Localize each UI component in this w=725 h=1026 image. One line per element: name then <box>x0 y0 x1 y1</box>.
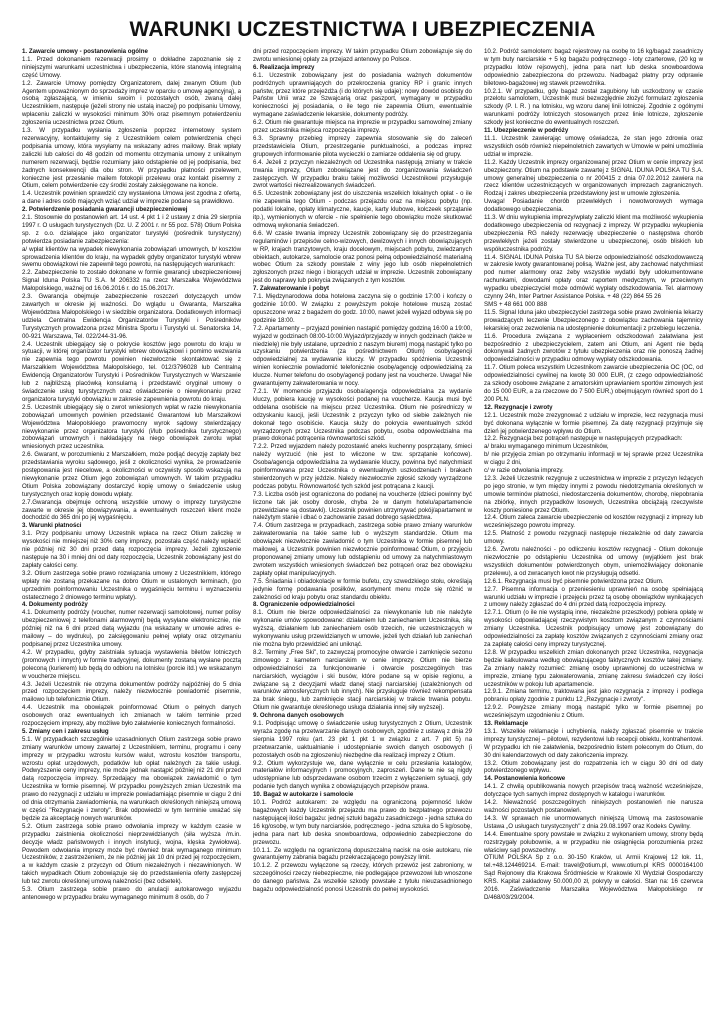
paragraph: 12.2. Rezygnacja bez potrąceń następuje w następujących przypadkach: <box>484 435 683 443</box>
paragraph: 12.5. Płatność z powodu rezygnacji następuje niezależnie od daty zawarcia umowy. <box>484 530 703 546</box>
paragraph: 2.2. Zabezpieczenie to zostało dokonane w formie gwarancji ubezpieczeniowej Signal Iduna Polska TU S.A. M 206332 na rzecz Marszałka Województwa Małopolskiego, ważnej od 16.06.2016 r. do 15.06.2017r. <box>22 269 241 293</box>
paragraph: 10.2. Podróż samolotem: bagaż rejestrowy na osobę to 16 kg/bagaż zasadniczy w tym buty narciarskie + 5 kg bagażu podręcznego - loty czarterowe, (20 kg w przypadku lotów rejsowych), jedna para nart lub deska snowboardowa odpowiednio zabezpieczona do przewozu. Nadbagaż płatny przy odprawie biletowo-bagażowej wg stawek przewoźnika. <box>484 48 703 87</box>
paragraph: 1.4. Uczestnik powinien sprawdzić czy wystawiona Umowa jest zgodna z ofertą, a dane i adres osób mających wziąć udział w imprezie podane są prawidłowo. <box>22 190 241 206</box>
paragraph: 9.1. Podpisując umowę o świadczenie usług turystycznych z Otium, Uczestnik wyraża zgodę na przetwarzanie danych osobowych, zgodnie z ustawą z dnia 29 sierpnia 1997 roku (art. 23 pkt 1 pkt 1 w związku z art. 7 pkt 5) na przetwarzanie, uaktualnianie i udostępnianie swoich danych osobowych (i pozostałych osób na zgłoszeniu) niezbędne dla realizacji imprezy z Otium. <box>253 720 472 759</box>
paragraph: 7.2. Apartamenty – przyjazd powinien nastąpić pomiędzy godziną 16:00 a 19:00, wyjazd w godzinach 08:00-10:00.Wyjazd/przyjazdy w innych godzinach (także w niedzielę) nie były ustalane, uprzednio z naszym biurem) mogą nastąpić tylko po uzyskaniu potwierdzenia (za pośrednictwem Otium) osoby/agencji odpowiedzialnej za wydawanie kluczy. W przypadku spóźnienia Uczestnik winien koniecznie powiadomić telefonicznie osobę/agencję odpowiedzialną za klucze. Numer telefonu do osoby/agencji podany jest na voucherze. Uwaga! Nie gwarantujemy zakwaterowania w nocy. <box>253 324 472 388</box>
paragraph: 12.8. W przypadku wszelkich zmian dokonanych przez Uczestnika, rezygnacja będzie kalkulowana według obowiązującego faktycznych kosztów takej zmiany. Za zmiany należy rozumieć: zmianę osoby uprawnionej do uczestnictwa w imprezie, zmianę typu zakwaterowania, zmianę zakresu świadczeń czy ilości uczestników w pokoju lub apartamencie. <box>484 648 703 688</box>
paragraph: 2.5. Uczestnik ubiegający się o zwrot wniesionych wpłat w razie niewykonania zobowiązań umownych powinien przedstawić Gwarantowi lub Marszałkowi Województwa Małopolskiego prawomocny wyrok sądowy stwierdzający niewykonanie przez organizatora turystyki (i/lub pośrednika turystycznego) zobowiązań umownych i nakładający na niego obowiązek zwrotu wpłat wniesionych przez uczestnika. <box>22 403 241 451</box>
paragraph: Uwaga! Posiadanie chorób przewlekłych i nowotworowych wymaga dodatkowego ubezpieczenia. <box>484 198 703 214</box>
paragraph: 5.2. Otium zastrzega sobie prawo odwołania imprezy w każdym czasie w przypadku zaistnienia okoliczności nieprzewidzianych (siła wyższa /m.in. decyzje władz państwowych i innych instytucji, wojna, klęska żywiołowa). Powodem odwołania imprezy może być również brak wymaganego minimum Uczestników, z zastrzeżeniem, że nie później jak 10 dni przed jej rozpoczęciem, a w każdym czasie z przyczyn od Otium niezależnych i niezawinionych. W takich wypadkach Otium zobowiązuje się do przedstawienia oferty zastępczej lub też zwrotu określonej umową należności (bez odsetek). <box>22 822 241 886</box>
paragraph: 11.3. W dniu wykupienia imprezy/wpłaty zaliczki klient ma możliwość wykupienia dodatkowego ubezpieczenia od rezygnacji z imprezy. W przypadku wykupienia ubezpieczenia RG należy rezerwację ubezpieczenie o następstwa chorób przewlekłych jeżeli zostały stwierdzone u ubezpieczonej, osób bliskich lub współuczestnika podróży. <box>484 214 703 253</box>
paragraph: 14.1. Z chwilą opublikowania nowych przepisów tracą ważność wcześniejsze, dotyczące tych samych imprez dostępnych w katalogu i warunków. <box>484 783 703 799</box>
section-heading: 10. Bagaż w autokarze i samolocie <box>253 791 354 799</box>
paragraph: dni przed rozpoczęciem imprezy. W takim przypadku Otium zobowiązuje się do zwrotu wniesionej opłaty za przejazd antenowy po Polsce. <box>253 48 472 63</box>
paragraph: 11.5. Signal Iduna jako ubezpieczyciel zastrzega sobie prawo zwolnienia lekarzy prowadzących leczenie Ubezpieczonego z obowiązku zachowania tajemnicy lekarskiej oraz zezwolenia na udostępnienie dokumentacji z przebiegu leczenia. <box>484 308 703 332</box>
paragraph: 6.2. Otium nie gwarantuje miejsca na imprezie w przypadku samowolnej zmiany przez uczestnika miejsca rozpoczęcia imprezy. <box>253 119 472 135</box>
paragraph: 12.1. Uczestnik może zrezygnować z udziału w imprezie, lecz rezygnacja musi być dokonana wyłącznie w formie pisemnej. Za datę rezygnacji przyjmuje się dzień jej potwierdzenego wpływu do Otium. <box>484 411 703 435</box>
paragraph: 8.2. Terminy „Free Ski", to zazwyczaj promocyjne otwarcie i zamknięcie sezonu zimowego z karnetem narciarskim w cenie imprezy. Otium nie bierze odpowiedzialności za funkcjonowanie i otwarcie poszczególnych tras narciarskich, wyciągów i ski busów, które podane są w opisie regionu, a związane są z decyzjami władz danej stacji narciarskiej (uzależnionych od warunków atmosferycznych lub innych). Nie przysługuje również rekompensata za brak śniegu, lub zamknięcie stacji narciarskiej w trakcie trwania pobytu. Otium nie gwarantuje określonego usługa działania innej siły wyższej). <box>253 648 472 712</box>
paragraph: 13.2. Otium zobowiązany jest do rozpatrzenia ich w ciągu 30 dni od daty potwierdzonego wpływu. <box>484 759 703 775</box>
section-heading: 9. Ochrona danych osobowych <box>253 712 344 720</box>
paragraph: 6.1. Uczestnik zobowiązany jest do posiadania ważnych dokumentów podróżnych uprawniających do przekroczenia granicy RP i granic innych państw, przez które przejeżdża (i do których się udaje): nowy dowód osobisty do Państw Unii wraz ze Szwajcarią oraz paszport, wymagany w przypadku konieczności jej posiadania, o ile tego nie zapewnia Otium, ewentualnie wymagane zaświadczenie lekarskie, dokumenty podróży. <box>253 71 472 119</box>
paragraph: 12.9.1. Zmiana terminu, traktowana jest jako rezygnacja z imprezy i podlega pobraniu opłaty zgodnie z punktu 12 „Rezygnacje i zwroty". <box>484 688 703 704</box>
paragraph: 11.2. Każdy Uczestnik imprezy organizowanej przez Otium w cenie imprezy jest ubezpieczony. Otium na podstawie zawartej z SIGNAL IDUNA POLSKA TU S.A. umowy generalnej ubezpieczenia o nr 200415 z dnia 07.02.2012 zawiera na rzecz klientów uczestniczących w organizowanych imprezach zagranicznych. Rodzaj i zakres ubezpieczenia przedstawiony jest w umowie zgłoszenia. <box>484 158 703 198</box>
paragraph: 7.4. Otium zastrzega w przypadkach, zastrzega sobie prawo zmiany warunków zakwaterowania na takie same lub o wyższym standardzie. Otium ma obowiązek niezwłocznie zawiadomić o tym Uczestnika w formie pisemnej lub mailowej, a Uczestnik powinien niezwłocznie poinformować Otium, o przyjęciu proponowanej zmiany umowy lub odstąpieniu od umowy za natychmiastowym zwrotem wszystkich wniesionych świadczeń bez potrąceń oraz bez obowiązku zapłaty opłat manipulacyjnych. <box>253 522 472 577</box>
paragraph: 5.1. W przypadkach szczególnie uzasadnionych Otium zastrzega sobie prawo zmiany warunków umowy zawartej z Uczestnikiem, terminu, programu i ceny imprezy w przypadku wzrostu kursów walut, wzrostu kosztów transportu, wzrostu opłat urzędowych, podatków lub opłat należnych za takie usługi. Podwyższenie ceny imprezy, nie może jednak nastąpić później niż 21 dni przed datą rozpoczęcia imprezy. Sprzedający ma obowiązek zawiadomić o tym Uczestnika w formie pisemnej. W przypadku powyższych zmian Uczestnik ma prawo do rezygnacji z udziału w imprezie powiadamiając pisemnie w ciągu 2 dni od dnia otrzymania zawiadomienia, na warunkach określonych niniejszą umową w części "Rezygnacje i zwroty". Brak odpowiedzi w tym terminie uważać się będzie za akceptację nowych warunków. <box>22 735 241 822</box>
paragraph: 6.4. Jeżeli z przyczyn niezależnych od Uczestnika następują zmiany w trakcie trwania imprezy, Otium zobowiązane jest do zorganizowania świadczeń zastępczych. W przypadku braku takiej możliwości Uczestnikowi przysługuje zwrot wartości niezrealizowanych świadczeń. <box>253 158 472 190</box>
paragraph: 7.2.1. W momencie przyjazdu osoba/agencja odpowiedzialna za wydanie kluczy, pobiera kaucję w wysokości podanej na voucherze. Kaucja musi być oddelana osobiście na miejscu przez Uczestnika. Otium nie pośredniczy w odzyskaniu kaucji, jeśli Uczestnik z przyczyn tylko od siebie zależnych nie dokonał tego osobiście. Kaucja służy do pokrycia ewentualnych szkód wyrządzonych przez Uczestnika podczas pobytu, osoba odpowiedzialna ma prawo dokonać potrącenia równowartości szkód. <box>253 387 472 443</box>
paragraph: 4.3. Jeżeli Uczestnik nie otrzyma dokumentów podróży najpóźniej do 5 dnia przed rozpoczęciem imprezy, należy niezwłocznie powiadomić pisemnie, mailowo lub telefonicznie Otium. <box>22 680 241 704</box>
section-heading: 14. Postanowienia końcowe <box>484 775 566 783</box>
paragraph: 14.4. Ewentualne spory powstałe w związku z wykonaniem umowy, strony będą rozstrzygały polubownie, a w przypadku nie osiągnięcia porozumienia przez właściwy sąd powszechny. <box>484 830 703 854</box>
section-heading: 6. Realizacja imprezy <box>253 63 315 71</box>
paragraph: 13.1. Wszelkie reklamacje i uchybienia, należy zgłaszać pisemnie w trakcie imprezy turystycznej – pilotowi, rezydentowi lub recepcji obiektu, kontrahentowi. W przypadku ich nie załatwienia, bezpośrednio listem poleconym do Otium, do 30 dni kalendarzowych od daty zakończenia imprezy. <box>484 727 703 759</box>
section-heading: 12. Rezygnacje i zwroty <box>484 403 553 411</box>
paragraph: 12.7. Pisemna informacja o przeniesieniu uprawnień na osobę spełniającą warunki udziału w imprezie i przejęciu przez tą osobę obowiązków wynikających z umowy należy zgłaszać do 4 dni przed datą rozpoczęcia imprezy. <box>484 585 703 609</box>
section-heading: 7. Zakwaterowanie i pobyt <box>253 285 330 293</box>
paragraph: 8.1. Otium nie bierze odpowiedzialności za niewykonanie lub nie należyte wykonanie umów spowodowane: działaniem lub zaniechaniem Uczestnika, siłą wyższą, działaniem lub zaniechaniem osób trzecich, nie uczestniczących w wykonywaniu usług przewidzianych w umowie, jeżeli tych działań lub zaniechań nie można było przewidzieć ani uniknąć. <box>253 609 472 648</box>
paragraph: OTIUM POLSKA Sp z o.o. 30-150 Kraków, ul. Armii Krajowej 12 lok. 11, tel.+48.124469214. E-mail: travel@otium.pl, www.otium.pl KRS 0000164100 Sąd Rejonowy dla Krakowa Śródmieście w Krakowie XI Wydział Gospodarczy KRS. Kapitał zakładowy 50.000,00 zł, pokryty w całości. Stan na: 16 czerwca 2016. Zaświadczenie Marszałka Województwa Małopolskiego nr D/468/03/29/2004. <box>484 854 703 901</box>
text-column-3 <box>484 48 703 1026</box>
paragraph: 4.2. W przypadku, gdyby zaistniała sytuacja wystawienia biletów lotniczych (promowych i innych) w formie tradycyjnej, dokumenty zostaną wysłane pocztą poleconą (kurierem) lub będą do odbioru na lotnisku (porcie itd.) we wskazanym w voucherze miejscu. <box>22 648 241 680</box>
paragraph: 2.4. Uczestnik ubiegający się o pokrycie kosztów jego powrotu do kraju w sytuacji, w której organizator turystyki wbrew obowiązkowi i pomimo wezwania nie zapewnia tego powrotu powinien niezwłocznie skontaktować się z Marszałkiem Województwa Małopolskiego, tel. 012/3796028 lub Centralną Ewidencją Organizatorów Turystyki i Pośredników Turystycznych w Warszawie lub z najbliższą placówką konsularną i przedstawić oryginał umowy o świadczenie usług turystycznych oraz oświadczenie o niewykonaniu przez organizatora turystyki obowiązku w zakresie zapewnienia powrotu do kraju. <box>22 340 241 403</box>
paragraph: 6.3. Sprawny przebieg imprezy zapewnia stosowanie się do zaleceń przedstawiciela Otium, przestrzeganie punktualności, a podczas imprez grupowych informowanie pilota wycieczki o zamiarze oddalenia się od grupy. <box>253 134 472 158</box>
text-column-2 <box>253 48 472 1026</box>
paragraph: 2.3. Gwarancja obejmuje zabezpieczenie roszczeń dotyczących umów zawartych w okresie jej ważności. Do wglądu u Gwaranta, Marszałka Województwa Małopolskiego i w siedzibie organizatora. Dodatkowych informacji udziela Centralna Ewidencja Organizatorów Turystyki i Pośredników Turystycznych prowadzona przez Ministra Sportu i Turystyki ul. Senatorska 14, 00-921 Warszawa, Tel. 022/244-31-96. <box>22 293 241 340</box>
section-heading: 8. Ograniczenie odpowiedzialności <box>253 601 355 609</box>
section-heading: 2. Potwierdzenie posiadania gwarancji ubezpieczeniowej <box>22 206 188 214</box>
section-heading: 3. Warunki płatności <box>22 522 82 530</box>
paragraph: 14.2. Nieważność poszczególnych niniejszych postanowień nie narusza ważności pozostałych postanowień. <box>484 799 703 814</box>
paragraph: 9.2. Otium wykorzystuje we, dane wyłącznie w celu przesłania katalogów, materiałów informacyjnych i promocyjnych, zaproszeń. Dane te nie są nigdy udostępniane lub odsprzedawane osobom trzecim z wyłączeniem sytuacji, gdy podanie tych danych wynika z obowiązujących przepisów prawa. <box>253 759 472 791</box>
paragraph: 7.5. Śniadania i obiadokolacje w formie bufetu, czy szwedzkiego stołu, określają jedynie formę podawania posiłków, asortyment menu może się różnić w zależności od kraju pobytu oraz standardu obiektu. <box>253 577 472 601</box>
paragraph: 12.6.1. Rezygnacja musi być pisemnie potwierdzona przez Otium. <box>484 577 664 585</box>
paragraph: 12.6. Zwrotu należności - po odliczeniu kosztów rezygnacji - Otium dokonuje niezwłocznie po odstąpieniu Uczestnika od umowy (wyjątkiem jest brak wszystkich dokumentów potwierdzonych obym, uniemożliwiający dokonanie przelewu), a od zwracanych kwot nie przysługują odsetki. <box>484 546 703 577</box>
paragraph: c/ w razie odwołania imprezy. <box>484 467 564 475</box>
section-heading: 4. Dokumenty podróży <box>22 601 88 609</box>
section-heading: 11. Ubezpieczenie w podróży <box>484 127 569 135</box>
paragraph: b/ nie przyjęcia zmian po otrzymaniu informacji w tej sprawie przez Uczestnika w ciągu 2 dni, <box>484 451 703 467</box>
paragraph: 10.2.1. W przypadku, gdy bagaż został zagubiony lub uszkodzony w czasie przelotu samolotem, Uczestnik musi bezwzględnie złożyć formularz zgłoszenia szkody (P. I. R. ) na lotnisku, wg wzoru danej linii lotniczej. Zgodnie z ogólnymi warunkami podróży lotniczych stosowanych przez linie lotnicze, zgłoszenie szkody jest konieczne do ewentualnych roszczeń. <box>484 87 703 127</box>
paragraph: 2.6. Gwarant, w porozumieniu z Marszałkiem, może podjąć decyzję zapłaty bez przedstawiania wyroku sądowego, jeśli z okoliczności wynika, że prowadzenie postępowania jest niecelowe, a okoliczności w oczywisty sposób wskazują na niewykonanie przez Otium jego zobowiązań umownych. W takim przypadku Otium Polska zobowiązany dostarczyć kopię umowy o świadczenie usług turystycznych oraz kopię dowodu wpłaty. <box>22 451 241 498</box>
section-heading: 5. Zmiany cen i zakresu usług <box>22 727 109 735</box>
paragraph: 11.6. Procedura związana z wypłaceniem odszkodowań załatwiana jest bezpośrednio z ubezpieczycielem, zatem ani Otium, ani Agent nie będą dokonywali żadnych zwrotów z tytułu ubezpieczenia oraz nie ponoszą żadnej odpowiedzialności w przypadku odmowy wypłaty odszkodowania. <box>484 332 703 364</box>
paragraph: 1.1. Przed dokonaniem rezerwacji prosimy o dokładne zapoznanie się z niniejszymi warunkami uczestnictwa i ubezpieczenia, które stanowią integralną część Umowy. <box>22 55 241 79</box>
paragraph: 12.3. Jeżeli Uczestnik rezygnuje z uczestnictwa w imprezie z przyczyn leżących po jego stronie, w tym między innymi z powodu niedotrzymania określonych w umowie terminów płatności, niedostarczenia dokumentów, chorobę, niepobrania na zbiórkę, innych przypadków losowych, Uczestnika obciążają rzeczywiste koszty poniesione przez Otium. <box>484 474 703 514</box>
paragraph: 3.1. Przy podpisaniu umowy Uczestnik wpłaca na rzecz Otium zaliczkę w wysokości nie mniejszej niż 30% ceny imprezy, pozostała część należy wpłacić nie później niż 30 dni przed datą rozpoczęcia imprezy. Jeżeli zgłoszenie następuje na 30 i mniej dni od daty rozpoczęcia, Uczestnik zobowiązany jest do zapłaty całości ceny. <box>22 530 241 569</box>
paragraph: 3.2. Otium zastrzega sobie prawo rozwiązania umowy z Uczestnikiem, którego wpłaty nie zostaną przekazane na dobro Otium w ustalonych terminach, (po uprzednim poinformowaniu Uczestnika o wygaśnięciu terminu i wyznaczeniu ostatecznego 2 dniowego terminu wpłaty). <box>22 569 241 601</box>
paragraph: 7.2.2. Przed wyjazdem należy pozostawić aneks kuchenny posprzątany, śmieci należy wyrzucić (nie jest to wliczone w tzw. sprzątanie końcowe). Osoba/agencja odpowiedzialna za wydawanie kluczy, powinna być natychmiast poinformowana przez Uczestnika o ewentualnych uszkodzeniach i brakach stwierdzonych w przy jeździe. Należy niezwłocznie zgłosić szkody wyrządzone podczas pobytu. Równowartość tych szkód jest potrącana z kaucji. <box>253 443 472 490</box>
paragraph: 2.1. Stosownie do postanowień art. 14 ust. 4 pkt 1 i 2 ustawy z dnia 29 sierpnia 1997 r. O usługach turystycznych (Dz. U. Z 2001 r. nr 55 poz. 578) Otium Polska sp. z o.o. działające jako organizator turystyki (pośrednik turystyczny) potwierdza posiadanie zabezpieczenia: <box>22 214 241 245</box>
paragraph: 11.1. Uczestnik zawierając umowę oświadcza, że stan jego zdrowia oraz wszystkich osób również niepełnoletnich zawartych w Umowie w pełni umożliwia udział w imprezie. <box>484 134 703 158</box>
paragraph: 5.3. Otium zastrzega sobie prawo do anulacji autokarowego wyjazdu antenowego w przypadku braku wymaganego minimum 8 osób, do 7 <box>22 886 241 901</box>
paragraph: 14.3. W sprawach nie unormowanych niniejszą Umową ma zastosowanie Ustawa „O usługach turystycznych" z dnia 29.08.1997 oraz Kodeks Cywilny. <box>484 814 703 830</box>
document-title: WARUNKI UCZESTNICTWA I UBEZPIECZENIA <box>129 18 596 41</box>
paragraph: 4.1. Dokumenty podróży (voucher, numer rezerwacji samolotowej, numer polisy ubezpieczeniowej z telefonami alarmowymi) będą wysyłane elektronicznie, nie później niż na 6 dni przed datą wyjazdu (na wskazany w umowie adres e-mailowy – do wydruku), po zaksięgowaniu pełnej wpłaty oraz otrzymaniu podpisanej przez Uczestnika umowy. <box>22 609 241 648</box>
paragraph: 1.3. W przypadku wysłania zgłoszenia poprzez internetowy system rezerwacyjny, kontaktujemy się z Uczestnikiem celem potwierdzenia chęci podpisania umowy, która wysyłamy na wskazany adres mailowy. Brak wpłaty zaliczki lub całości do 48 godzin od momentu otrzymania umowy z unikalnym numerem rezerwacji, będzie rozumiany jako odstąpienie od jej podpisania, bez żadnych konsekwencji dla obu stron. W przypadku płatności przelewem, konieczne jest przesłanie mailem fotokopii przelewu oraz kontakt pisemny z Otium, celem potwierdzenie czy środki zostały zaksięgowane na koncie. <box>22 127 241 190</box>
paragraph: 10.1.1. Ze względu na ograniczoną dopuszczalną nacisk na osie autokaru, nie gwarantujemy zabrania bagażu przekraczającego powyższy limit. <box>253 846 472 862</box>
paragraph: 12.4. Otium zaleca zawarcie ubezpieczenie od kosztów rezygnacji z imprezy lub wcześniejszego powrotu imprezy. <box>484 514 703 530</box>
paragraph: a/ braku wymaganego minimum Uczestników, <box>484 443 609 451</box>
paragraph: 12.9.2. Powyższe zmiany mogą nastąpić tylko w formie pisemnej po wcześniejszym uzgodnieniu z Otium. <box>484 704 703 720</box>
paragraph: 6.5. Uczestnik zobowiązany jest do uiszczenia wszelkich lokalnych opłat - o ile nie zapewnia tego Otium - podczas przejazdu oraz na miejscu pobytu (np. podatki lokalne, opłaty klimatyczne, kaucje, karty klubowe, kolczeek sprzątanie itp.), wymienionych w ofercie - nie spełnienie tego obowiązku może skutkować odmową wykonania świadczeń. <box>253 190 472 229</box>
paragraph: 7.1. Międzynarodowa doba hotelowa zaczyna się o godzinie 17:00 i kończy o godzinie 10:00. W związku z powyższym pokoje hotelowe muszą zostać opuszczone wraz z bagażem do godz. 10:00, nawet jeżeli wyjazd odbywa się po godzinie 18:00. <box>253 293 472 324</box>
paragraph: a/ wpłat klientów na wypadek niewykonania zobowiązań umownych, b/ kosztów sprowadzenia klientów do kraju, na wypadek gdyby organizator turystyki wbrew swemu obowiązkowi nie zapewnił tego powrotu, na następujących warunkach: <box>22 245 241 269</box>
paragraph: 10.1. Podróż autokarem: ze względu na ograniczoną pojemność luków bagażowych każdy Uczestnik przejazdu ma prawo do bezpłatnego przewozu następującej ilości bagażu: jednej sztuki bagażu zasadniczego - jedna sztuka do 16 kg/osobę, w tym buty narciarskie, podręcznego - jedna sztuka do 5 kg/osobę, jedna para nart lub deska snowboardowa, odpowiednio zabezpieczone do przewozu. <box>253 799 472 846</box>
paragraph: 4.4. Uczestnik ma obowiązek poinformować Otium o pełnych danych osobowych oraz ewentualnych ich zmianach w takim terminie przed rozpoczęciem imprezy, aby możliwe było załatwienie koniecznych formalności. <box>22 704 241 728</box>
paragraph: 11.7. Otium poleca wszystkim Uczestnikom zawarcie ubezpieczenia OC (OC, od odpowiedzialności cywilnej na kwotę 30 000 EUR, (z czego odpowiedzialność za szkody osobowe związane z amatorskim uprawianiem sportów zimowych jest do 15 000 EUR, a za rzeczowe do 7 500 EUR,) obejmującym również sport do 1 200 PLN. <box>484 364 703 403</box>
paragraph: 11.4. SIGNAL IDUNA Polska TU SA bierze odpowiedzialność odszkodowawczą w zakresie kwoty gwarantowanej polisą. Ważne jest, aby zachować natychmiast pod numer alarmowy oraz żeby wszystkie wydatki były udokumentowane rachunkami, dowodami opłaty oraz raportem medycznym, w przeciwnym wypadku ubezpieczyciel może odmówić wypłaty odszkodowania. Tel. alarmowy czynny 24h, Inter Partner Assistance Polska. + 48 (22) 864 55 26 <box>484 253 703 301</box>
paragraph: 7.3. Liczba osób jest ograniczona do podanej na voucherze (dzieci powinny być liczone tak jak osoby dorosłe, chyba że w danym hotelu/apartamencie przewidziane są dostawki). Uczestnik powinien utrzymywać pokój/apartament w należytym stanie i dbać o zachowanie zasad dobrego sąsiedztwa. <box>253 490 472 522</box>
paragraph: SMS + 48 661 000 888 <box>484 301 547 308</box>
paragraph: 1.2. Zawarcie Umowy pomiędzy Organizatorem, dalej zwanym Otium (lub Agentem upoważnionym do sprzedaży imprez w oparciu o umowę agencyjną), a osobą zgłaszającą, w imieniu swoim i pozostałych osób, zwaną dalej Uczestnikiem, następuje (jeżeli strony nie ustalą inaczej) po podpisaniu Umowy, wpłaceniu zaliczki w wysokości minimum 30% oraz pisemnym potwierdzeniu zgłoszenia uczestnictwa przez Otium. <box>22 79 241 127</box>
paragraph: 2.7.Gwarancja obejmuje ochroną wszystkie umowy o imprezy turystyczne zawarte w okresie jej obowiązywania, a ewentualnych roszczeń klient może dochodzić do 365 dni po jej wygaśnięciu. <box>22 498 241 522</box>
paragraph: 6.6. W czasie trwania imprezy Uczestnik zobowiązany się do przestrzegania regulaminów i przepisów celno-wizowych, dewizowych i innych obowiązujących w RP, krajach tranzytowych, kraju docelowym, miejscach pobytu, zwiedzanych obiektach, autokarze, samolocie oraz ponosi pełną odpowiedzialność materialną wobec Otium za szkody powstałe z winy jego lub osób niepełnoletnich zgłoszonych przez niego i biorących udział w imprezie. Uczestnik zobowiązany jest do naprawy lub pokrycia związanych z tym kosztów. <box>253 229 472 285</box>
section-heading: 13. Reklamacje <box>484 720 529 728</box>
section-heading: 1. Zawarcie umowy - postanowienia ogólne <box>22 48 148 55</box>
paragraph: 10.1.2. Z przewozu wyłączone są rzeczy, których przewóz jest zabroniony, w szczególności rzeczy niebezpieczne, nie podlegające przewozowi lub wnoszone do danego państwa. Za wszelkie szkody powstałe z tytułu nieuzasadnionego bagażu odpowiedzialność ponosi Uczestnik do pełnej wysokości. <box>253 862 472 894</box>
text-column-1 <box>22 48 241 1026</box>
columns-container <box>22 48 703 1026</box>
paragraph: 12.7.1. Otium (o ile nie wystąpią inne, niezależne przeszkody) pobiera opłatę w wysokości odpowiadającej rzeczywistym kosztom związanym z czynnościami zmiany Uczestnika. Uczestnik podpisujący umowę jest zobowiązany do odpowiedzialności za zapłatę kosztów związanych z czynnościami zmiany oraz za zapłatę całości ceny imprezy turystycznej. <box>484 609 703 648</box>
